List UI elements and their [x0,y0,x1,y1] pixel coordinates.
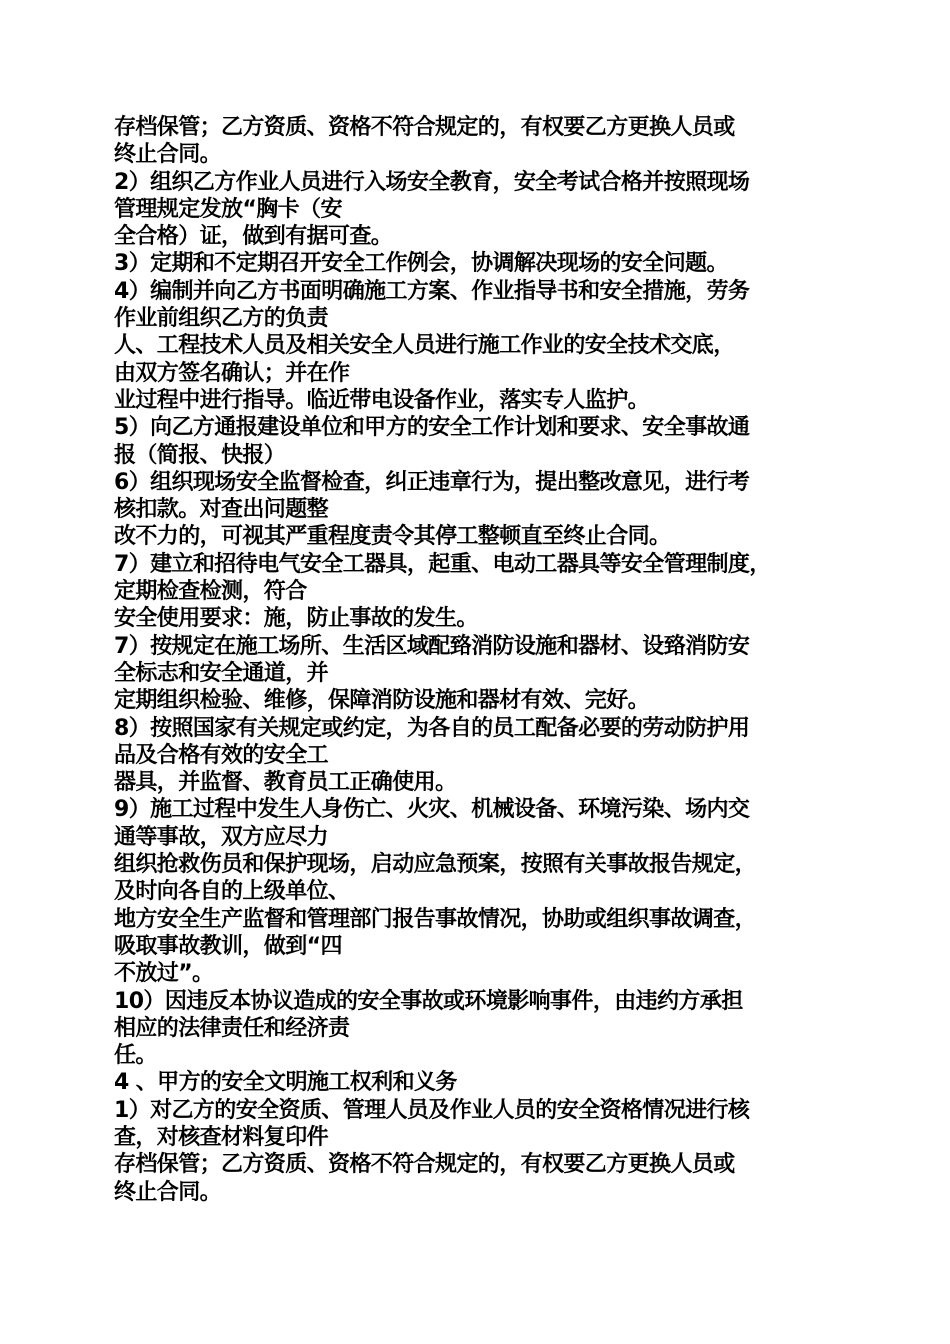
text-line: 9）施工过程中发生人身伤亡、火灾、机械设备、环境污染、场内交 [114,797,750,823]
text-line: 地方安全生产监督和管理部门报告事故情况，协助或组织事故调查， [114,906,757,932]
text-line: 6）组织现场安全监督检查，纠正违章行为，提出整改意见，进行考 [114,469,750,495]
text-line: 5）向乙方通报建设单位和甲方的安全工作计划和要求、安全事故通 [114,415,750,441]
text-line: 全合格）证，做到有据可查。 [114,224,393,250]
text-line: 品及合格有效的安全工 [114,742,329,768]
document-body [114,114,844,1206]
text-line: 全标志和安全通道，并 [114,660,329,686]
text-line: 7）建立和招待电气安全工器具，起重、电动工器具等安全管理制度， [114,551,771,577]
text-line: 作业前组织乙方的负责 [114,306,329,332]
text-line: 由双方签名确认；并在作 [114,360,350,386]
text-line: 核扣款。对查出问题整 [114,497,329,523]
text-line: 人、工程技术人员及相关安全人员进行施工作业的安全技术交底， [114,333,735,359]
text-line: 改不力的，可视其严重程度责令其停工整顿直至终止合同。 [114,524,671,550]
text-line: 定期组织检验、维修，保障消防设施和器材有效、完好。 [114,688,650,714]
section-heading: 4 、甲方的安全文明施工权利和义务 [114,1070,457,1096]
text-line: 10）因违反本协议造成的安全事故或环境影响事件，由违约方承担 [114,988,743,1014]
text-line: 业过程中进行指导。临近带电设备作业，落实专人监护。 [114,387,650,413]
text-line: 8）按照国家有关规定或约定，为各自的员工配备必要的劳动防护用 [114,715,750,741]
text-line: 报（简报、快报） [114,442,286,468]
text-line: 存档保管；乙方资质、资格不符合规定的，有权要乙方更换人员或 [114,1152,735,1178]
text-line: 存档保管；乙方资质、资格不符合规定的，有权要乙方更换人员或 [114,115,735,140]
text-line: 吸取事故教训，做到“四 [114,933,342,959]
text-line: 管理规定发放“胸卡（安 [114,196,342,222]
text-line: 7）按规定在施工场所、生活区域配臵消防设施和器材、设臵消防安 [114,633,750,659]
text-line: 安全使用要求：施，防止事故的发生。 [114,606,478,632]
text-line: 终止合同。 [114,142,222,168]
text-line: 4）编制并向乙方书面明确施工方案、作业指导书和安全措施，劳务 [114,278,750,304]
text-line: 不放过”。 [114,961,214,987]
text-line: 查，对核查材料复印件 [114,1124,329,1150]
text-line: 1）对乙方的安全资质、管理人员及作业人员的安全资格情况进行核 [114,1097,750,1123]
text-line: 通等事故，双方应尽力 [114,824,329,850]
text-line: 2）组织乙方作业人员进行入场安全教育，安全考试合格并按照现场 [114,169,750,195]
text-line: 相应的法律责任和经济责 [114,1015,350,1041]
text-line: 终止合同。 [114,1179,222,1205]
text-line: 组织抢救伤员和保护现场，启动应急预案，按照有关事故报告规定， [114,852,757,878]
text-line: 任。 [114,1043,157,1069]
text-line: 器具，并监督、教育员工正确使用。 [114,770,457,796]
text-line: 定期检查检测，符合 [114,579,307,605]
text-line: 及时向各自的上级单位、 [114,879,350,905]
text-line: 3）定期和不定期召开安全工作例会，协调解决现场的安全问题。 [114,251,728,277]
